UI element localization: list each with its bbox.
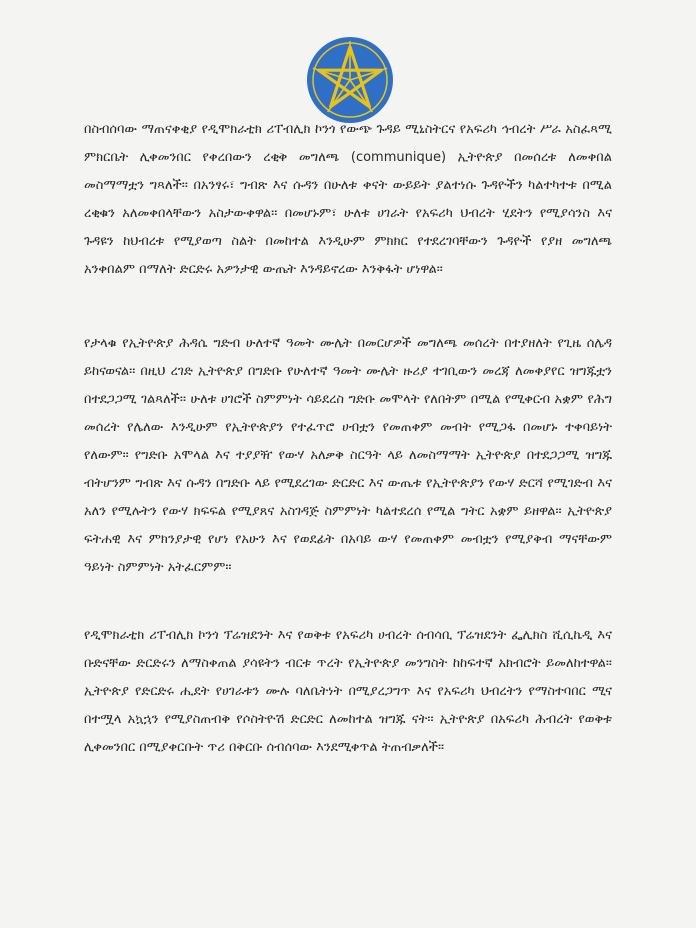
- paragraph-3: የዲሞክራቲክ ሪፐብሊክ ኮንጎ ፕሬዝደንት እና የወቅቱ የአፍሪካ ሀብረት ሰብሳቢ ፕሬዝደንት ፌሊክስ ሺሲኬዲ እና ቡድናቸው ድርድሩን ለማስቀጠል ያሳዩትን ብርቱ ጥረት የኢትዮጵያ መንግስት ከከፍተኛ አክብሮት ይመለከተዋል፡፡ ኢትዮጵያ የድርድሩ ሒደት የሀገራቱን ሙሉ ባለቤትነት በሚያረጋግጥ እና የአፍሪካ ህብረትን የማስተባበር ሚና በተሟላ አኳኋን የሚያስጠብቅ የሶስትዮሽ ድርድር ለመከተል ዝግጁ ናት፡፡ ኢትዮጵያ በአፍሪካ ሕብረት የወቅቱ ሊቀመንበር በሚያቀርቡት ጥሪ በቅርቡ ሰብሰባው እንደሚቀጥል ትጠብቃለች፡፡: [84, 628, 612, 755]
- paragraph-2: የታላቁ የኢትዮጵያ ሕዳሴ ግድብ ሁለተኛ ዓመት ሙሌት በመርሆዎች መግለጫ መሰረት በተያዘለት የጊዜ ሰሌዳ ይከናወናል፡፡ በዚህ ረገድ ኢትዮጵያ በግድቡ የሁለተኛ ዓመት ሙሌት ዙሪያ ተገቢውን መረጃ ለመቀያየር ዝግጁቷን በተደጋጋሚ ገልጻለች፡፡ ሁለቱ ሀገሮች ስምምነት ሳይደረስ ግድቡ መሞላት የለበትም በሚል የሚቀርብ አቋም የሕግ መሰረት የሌለው እንዲሁም የኢትዮጵያን የተፈጥሮ ሀብቷን የመጠቀም መብት የሚጋፋ በመሆኑ ተቀባይነት የለውም፡፡ የግድቡ አሞላል እና ተያያዥ የውሃ አለቃቅ ስርዓት ላይ ለመስማማት ኢትዮጵያ በተደጋጋሚ ዝግጁ ብትሆንም ግብጽ እና ሱዳን በግድቡ ላይ የሚደረገው ድርድር እና ውጤቱ የኢትዮጵያን የውሃ ድርሻ የሚገድብ እና አለን የሚሉትን የውሃ ክፍፍል የሚያጸና አስገዳጅ ስምምነት ካልተደረሰ የሚል ግትር አቋም ይዘዋል፡፡ ኢትዮጵያ ፍትሐዊ እና ምክንያታዊ የሆነ የአሁን እና የወደፊት በአባይ ውሃ የመጠቀም መብቷን የሚያቅብ ማናቸውም ዓይነት ስምምነት አትፈርምም፡፡: [84, 336, 612, 575]
- ethiopian-emblem-icon: [306, 36, 394, 124]
- paragraph-1: በስብሰባው ማጠናቀቂያ የዲሞክራቲክ ሪፐብሊክ ኮንጎ የውጭ ጉዳይ ሚኒስትርና የአፍሪካ ኅብረት ሥራ አስፈጻሚ ምክርቤት ሊቀመንበር የቀረበውን ረቂቅ መግለጫ (communique) ኢትዮጵያ በመሰረቱ ለመቀበል መስማማቷን ግጻለች፡፡ በአንፃሩ፣ ግብጽ እና ሱዳን በሁለቱ ቀናት ውይይት ያልተነሱ ጉዳዮችን ካልተካተቱ በሚል ረቂቁን አለመቀበላቸውን አስታውቀዋል፡፡ በመሆኑም፣ ሁለቱ ሀገራት የአፍሪካ ህብረት ሂደትን የሚያሳንስ እና ጉዳዩን ከህብረቱ የሚያወጣ ስልት በመከተል እንዲሁም ምክክር የተደረገባቸውን ጉዳዮች የያዘ መግለጫ አንቀበልም በማለት ድርድሩ አዎንታዊ ውጤት እንዳይኖረው እንቅፋት ሆነዋል፡፡: [84, 122, 612, 277]
